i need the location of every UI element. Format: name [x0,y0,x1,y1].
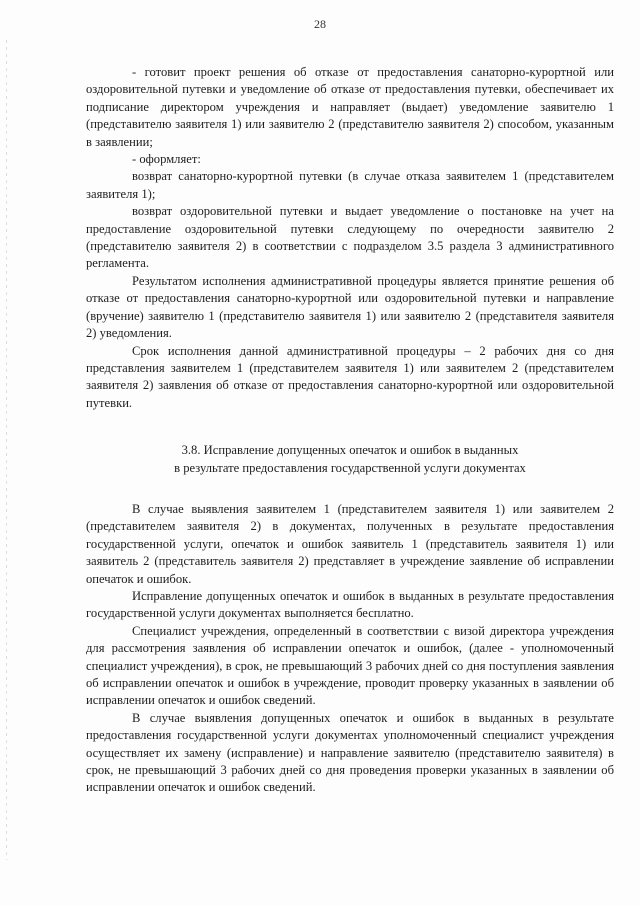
section-heading-line-1: 3.8. Исправление допущенных опечаток и ошибок в выданных [181,443,519,458]
page-number: 28 [314,17,326,31]
paragraph-return-sanatorium: возврат санаторно-курортной путевки (в случае отказа заявителем 1 (представителем заявителя 1); [86,169,614,201]
section-heading-line-2: в результате предоставления государственной услуги документах [174,460,526,475]
paragraph-prepare-refusal: - готовит проект решения об отказе от предоставления санаторно-курортной или оздоровительной путевки и уведомление об отказе от предоставления путевки, обеспечивает их подписание директором учреждения и направляет (выдает) уведомление заявителю 1 (представителю заявителя 1) или заявителю 2 (представителю заявителя 2) способом, указанным в заявлении; [86,65,614,149]
paragraph-errors-detected: В случае выявления заявителем 1 (представителем заявителя 1) или заявителем 2 (представителем заявителя 2) в документах, полученных в результате предоставления государственной услуги, опечаток и ошибок заявитель 1 (представитель заявителя 1) или заявитель 2 (представитель заявителя 2) представляет в учреждение заявление об исправлении опечаток и ошибок. [86,501,614,586]
document-body [86,64,614,797]
paragraph-free-correction: Исправление допущенных опечаток и ошибок в выданных в результате предоставления государственной услуги документах выполняется бесплатно. [86,588,614,621]
paragraph-result: Результатом исполнения административной процедуры является принятие решения об отказе от предоставления санаторно-курортной или оздоровительной путевки и направление (вручение) заявителю 1 (представителю заявителя 1) или заявителю 2 (представителя заявителя 2) уведомления. [86,273,614,341]
paragraph-deadline: Срок исполнения данной административной процедуры – 2 рабочих дня со дня представления заявителем 1 (представителем заявителя 1) или заявителем 2 (представителем заявителя 2) заявления об отказе от предоставления санаторно-курортной или оздоровительной путевки. [86,343,614,410]
paragraph-replacement: В случае выявления допущенных опечаток и ошибок в выданных в результате предоставления государственной услуги документах уполномоченный специалист учреждения осуществляет их замену (исправление) и направление заявителю (представителю заявителя) в срок, не превышающий 3 рабочих дней со дня проведения проверки указанных в заявлении об исправлении опечаток и ошибок сведений. [86,710,614,795]
paragraph-issues-label: - оформляет: [132,152,201,167]
section-heading [86,442,614,477]
paragraph-return-health: возврат оздоровительной путевки и выдает уведомление о постановке на учет на предоставление оздоровительной путевки следующему по очередности заявителю 2 (представителю заявителя 2) в соответствии с подразделом 3.5 раздела 3 административного регламента. [86,204,614,271]
scan-edge [6,40,7,860]
paragraph-specialist-check: Специалист учреждения, определенный в соответствии с визой директора учреждения для рассмотрения заявления об исправлении опечаток и ошибок, (далее - уполномоченный специалист учреждения), в срок, не превышающий 3 рабочих дней со дня поступления заявления об исправлении опечаток и ошибок в учреждение, проводит проверку указанных в заявлении об исправлении опечаток и ошибок сведений. [86,623,614,708]
